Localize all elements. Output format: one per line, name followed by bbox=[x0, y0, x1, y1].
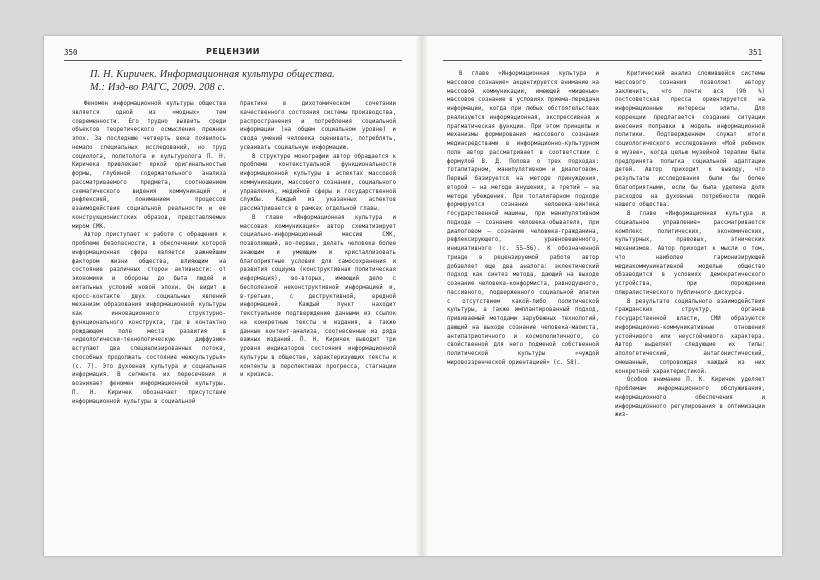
paragraph: В главе «Информационная культура и социальное управление» рассматривается комплекс политических, экономических, культурных, правовых, этнических механизмов. Автор приходит к мысли о том, что наиболее гармонизирующей медиакоммуникативной моделью общество обзаводится в условиях демократического устройства, при порождении плюралистического публичного дискурса. bbox=[615, 211, 765, 296]
left-page bbox=[44, 36, 416, 556]
paragraph: Феномен информационной культуры общества является одной из «модных» тем современности. Его трудно выявить среди объектов теоретического осмысления прежних эпох. За последнюю четверть века появилось немало специальных исследований, но труд социолога, политолога и культуролога П. Н. Киричека привлекает яркой оригинальностью формы, глубиной содержательного анализа рассматриваемого предмета, соотношением схематического видения коммуникаций и рефлексией, пониманием процессов взаимодействия социальной реальности и ее конструкционистских образов, представляемых миром СМК. bbox=[72, 101, 226, 230]
book-spread bbox=[44, 36, 782, 556]
bibliography-publisher: М.: Изд-во РАГС, 2009. 208 с. bbox=[90, 82, 226, 93]
paragraph: В главе «Информационная культура и массовое сознание» акцентируется внимание на массовой коммуникации, имеющей «мишенью» массовое сознание в условиях приема-передачи информации, когда при любых обстоятельствах реализуются информационная, экспрессивная и прагматическая функции. При этом принципы и механизмы формирования массового сознания медиасредствами в информационно-культурном поле автор рассматривает в соответствии с формулой В. Д. Попова о трех подходах: тоталитарном, манипулятивном и диалоговом. Первый базируется на методе принуждения, второй — на методе внушения, а третий — на методе убеждения. При тоталитарном подходе формируется сознание человека-винтика государственной машины, при манипулятивном подходе — сознание человека-обывателя, при диалоговом — сознание человека-гражданина, рефлексирующего, уравновешенного, инициативного (с. 55—56). К обозначенной триаде в рецензируемой работе автор добавляет еще два аналога: эклектический подход как синтез метода, дающий на выходе сознание человека-конформиста, равнодушного, пассивного, подверженного социальной апатии с отсутствием какой-либо политической культуры, а также имплантированный подход, прививаемый методами зарубежных технологий, дающий на выходе сознание человека-маоиста, антипатриотичного и космополитичного, со свойственной для него подменой собственной политической культуры «чуждой мировоззренческой ориентацией» (с. 58). bbox=[447, 71, 599, 366]
section-title: РЕЦЕНЗИИ bbox=[206, 47, 260, 56]
book-gutter bbox=[415, 36, 429, 556]
paragraph: Особое внимание П. К. Киричек уделяет проблемам информационного обслуживания, информационного обеспечения и информационного регулирования в оптимизации жиз- bbox=[615, 377, 765, 419]
paragraph: В структуре монографии автор обращается к проблеме контекстуальной функциональности информационной культуры в аспектах массовой коммуникации, массового сознания, социального управления, медийной сферы и государственной службы. Каждый из указанных аспектов рассматривается в рамках отдельной главы. bbox=[240, 153, 396, 212]
bibliographic-reference bbox=[90, 68, 394, 94]
paragraph: В результате социального взаимодействия гражданских структур, органов государственной власти, СМИ образуются информационно-коммуникативные отношения устойчивого или неустойчивого характера. Автор выделяет следующие их типы: апологетический, антагонистический, смешанный, сопровождая каждый из них конкретной характеристикой. bbox=[615, 298, 765, 375]
paragraph: В главе «Информационная культура и массовая коммуникация» автор схематизирует социально-информационный массив СМК, позволяющий, во-первых, делать человека более знающим и умеющим и кристаллизовать благоприятные условия для самосохранения и развития социума (конструктивная политическая информация), во-вторых, имеющий дело с бесполезной неконструктивной информацией и, в-третьих, с деструктивной, вредной информацией. Каждый пункт находит текстуальное подтверждение данными из ссылок на конкретные тексты и издания, а также данные контент-анализа, соотнесенные из ряда важных изданий. П. Н. Киричек выводит три уровня индикаторов состояния информационной культуры в обществе, характеризующих тексты и контенты в перспективах прогресса, стагнации и кризиса. bbox=[240, 214, 396, 379]
running-head bbox=[443, 48, 762, 61]
paragraph: практике в дихотомическом сочетании качественного состояния системы производства, распространения и потребления социальной информации (на общем социальном уровне) и свода умений человека оценивать, потреблять, усваивать социальную информацию. bbox=[240, 101, 396, 151]
running-head bbox=[64, 48, 402, 61]
text-column-2 bbox=[615, 70, 765, 546]
page-number: 351 bbox=[748, 48, 762, 57]
paragraph: Автор приступает к работе с обращения к проблеме безопасности, в обеспечении которой информационная сфера является важнейшим фактором жизни общества, влияющим на состояние различных сторон активности: от экономики и обороны до быта людей и витальных условий новой эпохи. Он видит в кросс-контакте двух социальных явлений механизм образования информационной культуры как инновационного структурно-функционального конструкта, где в контактно рождающем поле места развития в «идеологически-технологическую диффузию» вступают два специализированных потока, способных продолжать состояние межкультурья» (с. 7). Это духовная культура и социальная информация. В сегменте их пересечения и возникает феномен информационной культуры. П. Н. Киричек обозначает присутствие информационной культуры в социальной bbox=[72, 232, 226, 405]
right-page bbox=[429, 36, 782, 556]
page-number: 350 bbox=[64, 48, 78, 57]
text-column-2 bbox=[240, 100, 396, 540]
bibliography-author-title: П. Н. Киричек. Информационная культура общества. bbox=[90, 69, 336, 80]
text-column-1 bbox=[72, 100, 226, 540]
text-column-1 bbox=[447, 70, 599, 546]
paragraph: Критический анализ сложившейся системы массового сознания позволяет автору заключить, что почти вся (90 %) постсоветская пресса ориентируется на информационные интересы элиты. Для коррекции предлагается создание ситуации внесения поправки в модель информационной политики. Подтверждением служат итоги социологического исследования «Мой ребенок в музее», когда целью музейной терапии была предпринята попытка социальной адаптации детей. Автор приходит к выводу, что результаты исследования были бы более благоприятными, если бы была уделена доля расходов на духовные потребности людей нашего общества. bbox=[615, 71, 765, 209]
